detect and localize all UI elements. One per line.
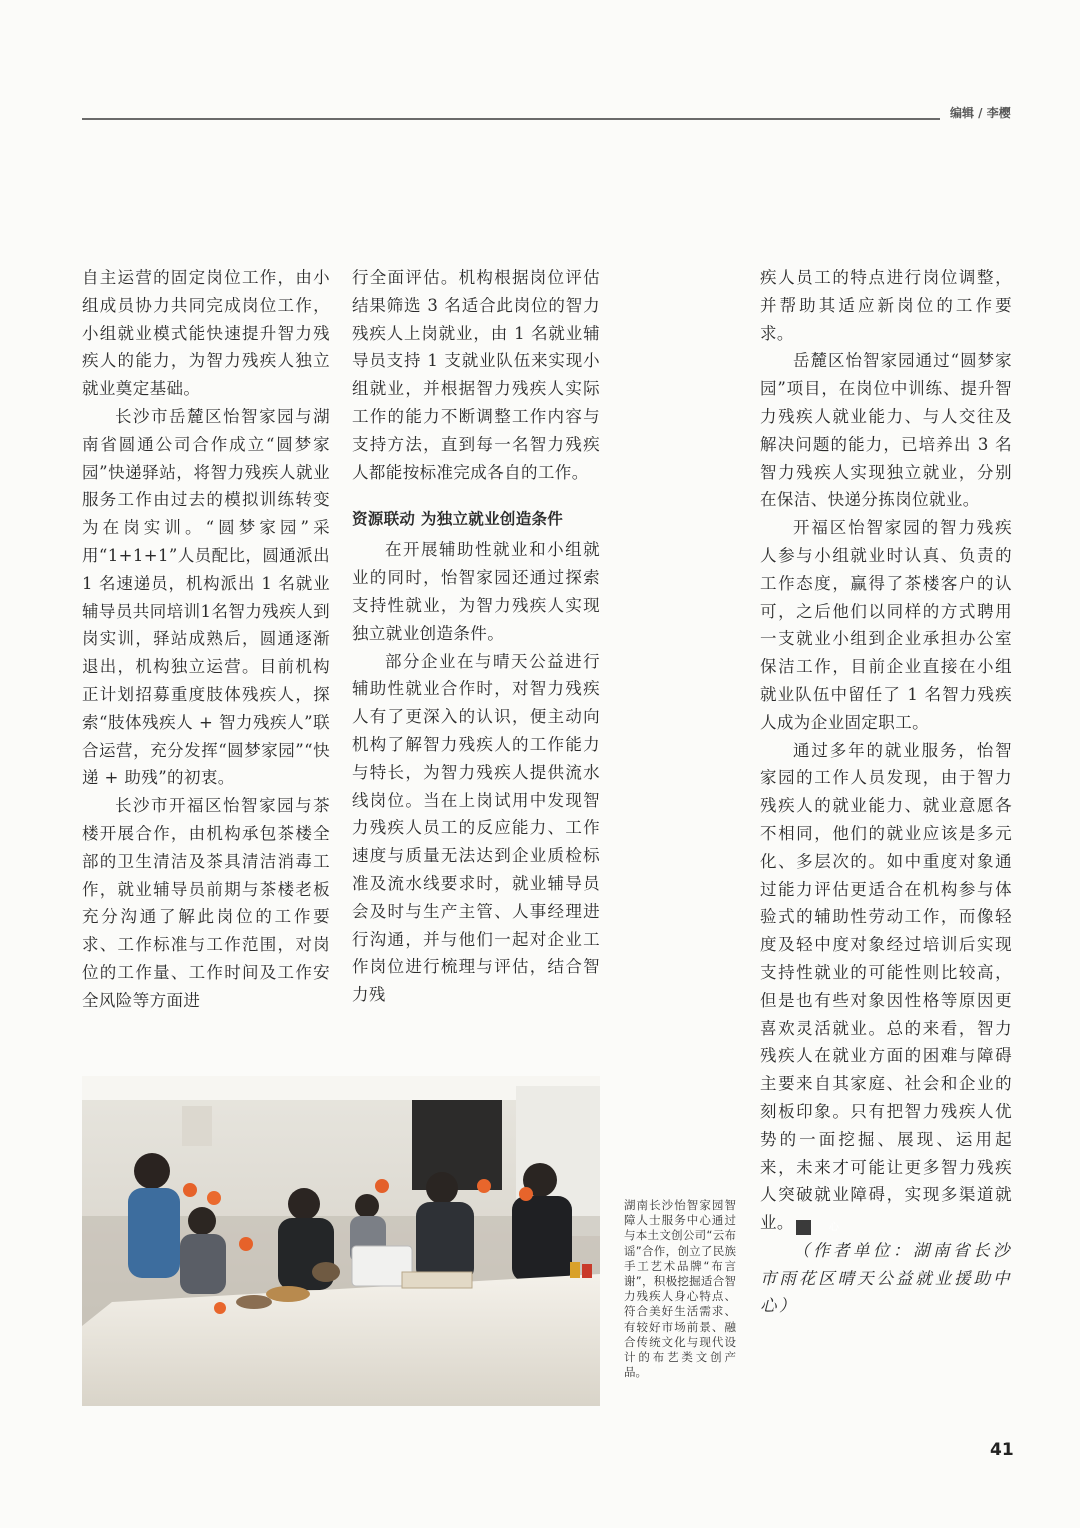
text-column-2	[352, 264, 600, 1009]
author-affiliation: （作者单位：湖南省长沙市雨花区晴天公益就业援助中心）	[760, 1240, 1012, 1316]
section-heading: 资源联动 为独立就业创造条件	[352, 510, 564, 529]
photo-caption: 湖南长沙怡智家园智障人士服务中心通过与本土文创公司“云布谣”合作，创立了民族手工艺术品牌“布言谢”，积极挖掘适合智力残疾人身心特点、符合美好生活需求、有较好市场前景、融合传统文化与现代设计的布艺类文创产品。	[624, 1198, 736, 1380]
page-number: 41	[990, 1440, 1014, 1460]
text-column-3	[760, 264, 1012, 1320]
paragraph-final	[760, 737, 1012, 1237]
workshop-photo	[82, 1076, 600, 1406]
paragraph: 在开展辅助性就业和小组就业的同时，怡智家园还通过探索支持性就业，为智力残疾人实现独立就业创造条件。	[352, 540, 600, 643]
header-rule	[82, 118, 940, 120]
end-mark-icon: 心	[796, 1220, 811, 1235]
paragraph: 岳麓区怡智家园通过“圆梦家园”项目，在岗位中训练、提升智力残疾人就业能力、与人交往及解决问题的能力，已培养出 3 名智力残疾人实现独立就业，分别在保洁、快递分拣岗位就业。	[760, 351, 1012, 510]
editor-label: 编辑 / 李樱	[950, 106, 1011, 120]
paragraph: 长沙市开福区怡智家园与茶楼开展合作，由机构承包茶楼全部的卫生清洁及茶具清洁消毒工作，就业辅导员前期与茶楼老板充分沟通了解此岗位的工作要求、工作标准与工作范围，对岗位的工作量、工作时间及工作安全风险等方面进	[82, 796, 330, 1010]
paragraph: 疾人员工的特点进行岗位调整，并帮助其适应新岗位的工作要求。	[760, 268, 1012, 343]
paragraph: 自主运营的固定岗位工作，由小组成员协力共同完成岗位工作，小组就业模式能快速提升智力残疾人的能力，为智力残疾人独立就业奠定基础。	[82, 268, 330, 399]
paragraph: 部分企业在与晴天公益进行辅助性就业合作时，对智力残疾人有了更深入的认识，便主动向机构了解智力残疾人的工作能力与特长，为智力残疾人提供流水线岗位。当在上岗试用中发现智力残疾人员工的反应能力、工作速度与质量无法达到企业质检标准及流水线要求时，就业辅导员会及时与生产主管、人事经理进行沟通，并与他们一起对企业工作岗位进行梳理与评估，结合智力残	[352, 651, 600, 1005]
text-column-1	[82, 264, 330, 1015]
paragraph: 行全面评估。机构根据岗位评估结果筛选 3 名适合此岗位的智力残疾人上岗就业，由 1 名就业辅导员支持 1 支就业队伍来实现小组就业，并根据智力残疾人实际工作的能力不断调整工作内容与支持方法，直到每一名智力残疾人都能按标准完成各自的工作。	[352, 268, 600, 482]
paragraph: 长沙市岳麓区怡智家园与湖南省圆通公司合作成立“圆梦家园”快递驿站，将智力残疾人就业服务工作由过去的模拟训练转变为在岗实训。“圆梦家园”采用“1+1+1”人员配比，圆通派出 1 名速递员，机构派出 1 名就业辅导员共同培训1名智力残疾人到岗实训，驿站成熟后，圆通逐渐退出，机构独立运营。目前机构正计划招募重度肢体残疾人，探索“肢体残疾人 + 智力残疾人”联合运营，充分发挥“圆梦家园”“快递 + 助残”的初衷。	[82, 406, 330, 788]
paragraph-text: 通过多年的就业服务，怡智家园的工作人员发现，由于智力残疾人的就业能力、就业意愿各不相同，他们的就业应该是多元化、多层次的。如中重度对象通过能力评估更适合在机构参与体验式的辅助性劳动工作，而像轻度及轻中度对象经过培训后实现支持性就业的可能性则比较高，但是也有些对象因性格等原因更喜欢灵活就业。总的来看，智力残疾人在就业方面的困难与障碍主要来自其家庭、社会和企业的刻板印象。只有把智力残疾人优势的一面挖掘、展现、运用起来，未来才可能让更多智力残疾人突破就业障碍，实现多渠道就业。	[760, 740, 1012, 1233]
paragraph: 开福区怡智家园的智力残疾人参与小组就业时认真、负责的工作态度，赢得了茶楼客户的认可，之后他们以同样的方式聘用一支就业小组到企业承担办公室保洁工作，目前企业直接在小组就业队伍中留任了 1 名智力残疾人成为企业固定职工。	[760, 518, 1012, 732]
